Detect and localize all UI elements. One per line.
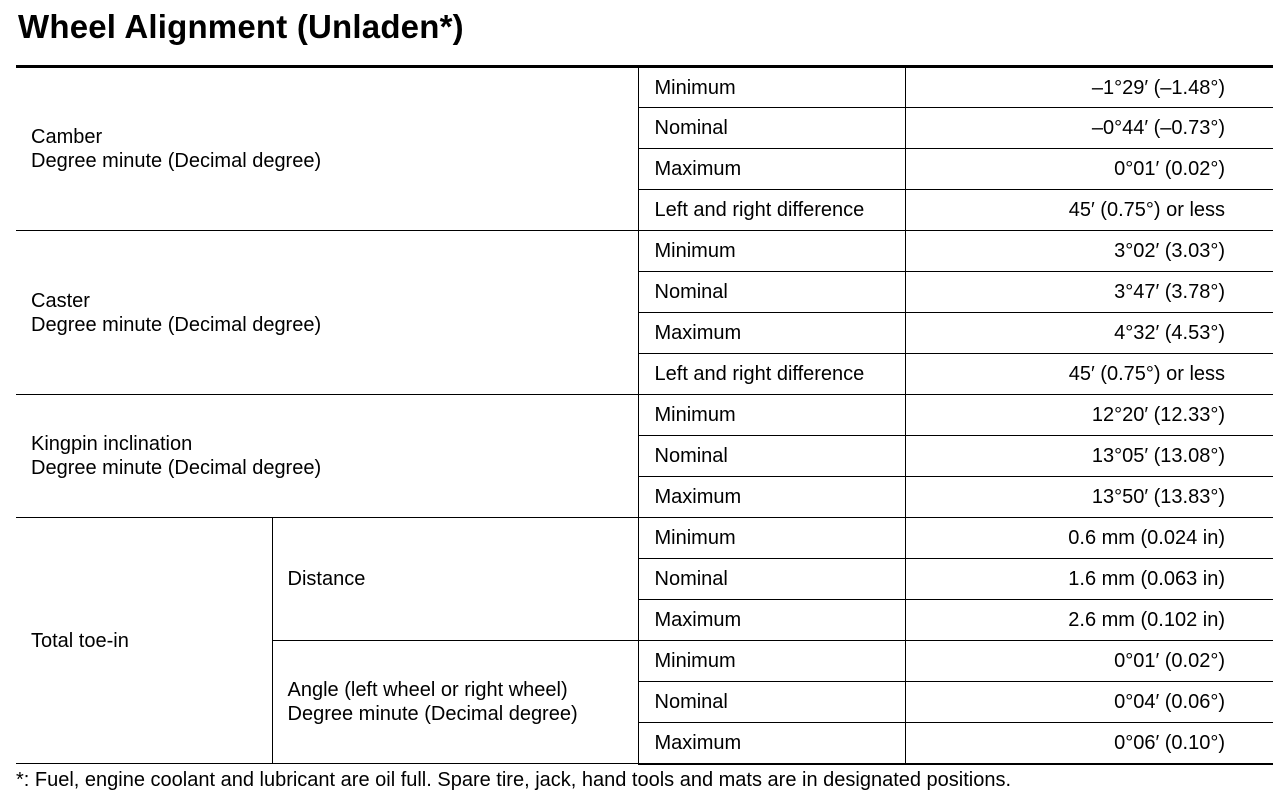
kingpin-unit: Degree minute (Decimal degree) (31, 457, 322, 479)
caster-unit: Degree minute (Decimal degree) (31, 313, 322, 336)
angle-unit: Degree minute (Decimal degree) (287, 703, 578, 725)
row-label: Left and right difference (638, 354, 905, 395)
row-value: 0°01′ (0.02°) (905, 641, 1273, 682)
row-label: Nominal (638, 436, 905, 477)
page-title: Wheel Alignment (Unladen*) (18, 8, 464, 45)
row-label: Maximum (638, 313, 905, 354)
camber-unit: Degree minute (Decimal degree) (31, 150, 322, 172)
table-row (16, 231, 1273, 272)
camber-label-cell (16, 67, 638, 231)
wheel-alignment-table (16, 65, 1273, 765)
row-value: 45′ (0.75°) or less (905, 190, 1273, 231)
row-label: Nominal (638, 682, 905, 723)
kingpin-label-cell (16, 395, 638, 518)
row-label: Left and right difference (638, 190, 905, 231)
row-value: 2.6 mm (0.102 in) (905, 600, 1273, 641)
row-label: Maximum (638, 600, 905, 641)
row-value: 0°06′ (0.10°) (905, 723, 1273, 764)
table-row (16, 395, 1273, 436)
row-value: 13°05′ (13.08°) (905, 436, 1273, 477)
row-value: 45′ (0.75°) or less (905, 354, 1273, 395)
row-value: –1°29′ (–1.48°) (905, 67, 1273, 108)
footnote: *: Fuel, engine coolant and lubricant are oil full. Spare tire, jack, hand tools and mats are in designated positions. (16, 769, 1012, 791)
row-label: Minimum (638, 67, 905, 108)
row-value: –0°44′ (–0.73°) (905, 108, 1273, 149)
caster-name: Caster (31, 289, 90, 312)
kingpin-name: Kingpin inclination (31, 433, 193, 455)
row-label: Minimum (638, 518, 905, 559)
table-row (16, 67, 1273, 108)
row-label: Nominal (638, 559, 905, 600)
row-label: Minimum (638, 395, 905, 436)
distance-label-cell: Distance (272, 518, 638, 641)
row-value: 1.6 mm (0.063 in) (905, 559, 1273, 600)
row-label: Minimum (638, 231, 905, 272)
row-value: 0°04′ (0.06°) (905, 682, 1273, 723)
row-label: Maximum (638, 149, 905, 190)
row-label: Maximum (638, 477, 905, 518)
toe-in-label-cell: Total toe-in (16, 518, 272, 764)
camber-name: Camber (31, 126, 103, 148)
caster-label-cell (16, 231, 638, 395)
row-value: 0°01′ (0.02°) (905, 149, 1273, 190)
row-value: 3°47′ (3.78°) (905, 272, 1273, 313)
row-label: Maximum (638, 723, 905, 764)
table-row (16, 518, 1273, 559)
row-value: 3°02′ (3.03°) (905, 231, 1273, 272)
angle-name: Angle (left wheel or right wheel) (287, 679, 568, 701)
row-value: 13°50′ (13.83°) (905, 477, 1273, 518)
row-value: 0.6 mm (0.024 in) (905, 518, 1273, 559)
angle-label-cell (272, 641, 638, 764)
row-label: Minimum (638, 641, 905, 682)
row-label: Nominal (638, 272, 905, 313)
row-label: Nominal (638, 108, 905, 149)
row-value: 12°20′ (12.33°) (905, 395, 1273, 436)
row-value: 4°32′ (4.53°) (905, 313, 1273, 354)
